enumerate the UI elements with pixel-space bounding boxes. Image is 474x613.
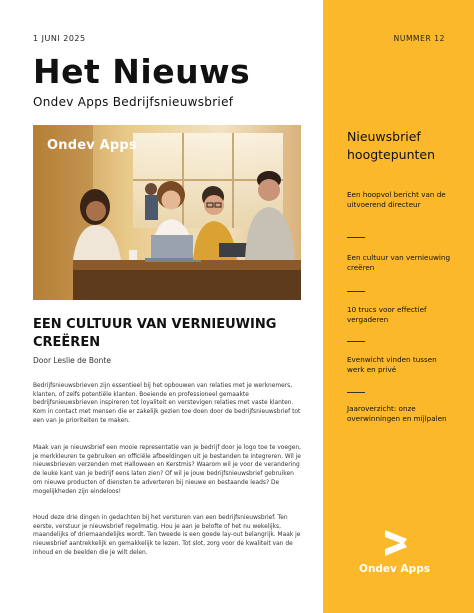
highlight-divider xyxy=(347,237,365,238)
article-paragraph: Maak van je nieuwsbrief een mooie representatie van je bedrijf door je logo toe te voegen, je merkkleuren te gebruiken en officiële afbeeldingen uit je bestanden te integreren. Wil je nieuwsbrieven verzenden met Halloween en Kerstmis? Waarom wil je voor de verandering de leuke kant van je bedrijf eens laten zien? Of wil je jouw bedrijfsnieuwsbrief gebruiken om nieuwe producten of diensten te adverteren bij nieuwe en bestaande leads? De mogelijkheden zijn eindeloos! xyxy=(33,445,302,495)
brand-logo-text: Ondev Apps xyxy=(359,563,430,575)
highlight-item[interactable]: Jaaroverzicht: onze overwinningen en mijlpalen xyxy=(347,404,447,423)
hero-photo xyxy=(33,125,301,300)
highlight-item[interactable]: Een hoopvol bericht van de uitvoerend directeur xyxy=(347,190,446,209)
issue-date: 1 JUNI 2025 xyxy=(33,34,86,43)
highlight-item[interactable]: 10 trucs voor effectief vergaderen xyxy=(347,305,427,324)
masthead-subtitle: Ondev Apps Bedrijfsnieuwsbrief xyxy=(33,95,234,109)
issue-number: NUMMER 12 xyxy=(393,34,445,43)
highlight-divider xyxy=(347,291,365,292)
hero-brand-overlay: Ondev Apps xyxy=(47,138,137,153)
highlight-item[interactable]: Evenwicht vinden tussen werk en privé xyxy=(347,355,437,374)
highlight-divider xyxy=(347,341,365,342)
chevron-arrow-logo-icon xyxy=(383,528,409,562)
article-paragraph: Houd deze drie dingen in gedachten bij het versturen van een bedrijfsnieuwsbrief. Ten eerste, verstuur je nieuwsbrief regelmatig. Hou je aan je belofte of het nu wekelijks, maandelijks of driemaandelijks wordt. Ten tweede is een goede lay-out belangrijk. Maak je nieuwsbrief aantrekkelijk en gemakkelijk te lezen. Tot slot, zorg voor de kwaliteit van de inhoud en de beelden die je wilt delen. xyxy=(33,515,301,556)
highlight-item[interactable]: Een cultuur van vernieuwing creëren xyxy=(347,253,451,272)
masthead-title: Het Nieuws xyxy=(33,52,251,91)
article-title: EEN CULTUUR VAN VERNIEUWING CREËREN xyxy=(33,317,277,350)
highlights-heading: Nieuwsbrief hoogtepunten xyxy=(347,129,436,162)
article-paragraph: Bedrijfsnieuwsbrieven zijn essentieel bij het opbouwen van relaties met je werknemers, klanten, of zelfs potentiële klanten. Boeiende en professioneel gemaakte bedrijfsnieuwsbrieven inspireren tot loyaliteit en verstevigen relaties met vaste klanten. Kom in contact met mensen die er zakelijk gezien toe doen door de bedrijfsnieuwsbrief tot een van je prioriteiten te maken. xyxy=(33,383,301,424)
article-byline: Door Leslie de Bonte xyxy=(33,356,111,365)
highlight-divider xyxy=(347,392,365,393)
